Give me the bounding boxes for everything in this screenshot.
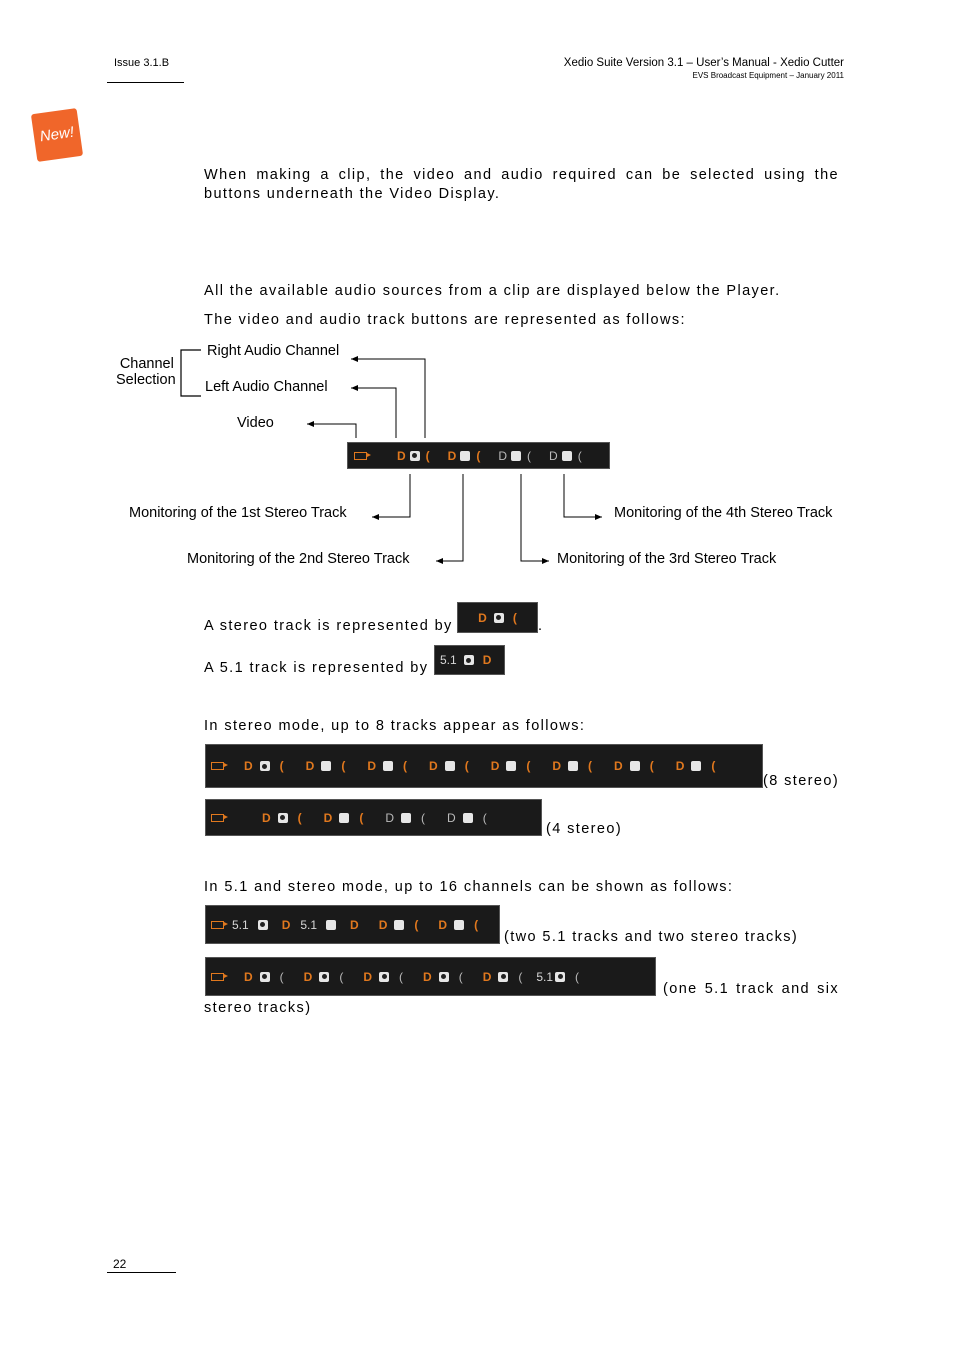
left-audio-arrow (351, 388, 396, 438)
issue-label: Issue 3.1.B (114, 57, 170, 69)
monitor-knob-icon[interactable] (321, 761, 331, 771)
audio-sources-text: All the available audio sources from a clip are displayed below the Player. (204, 283, 781, 299)
right-channel-icon[interactable]: D (490, 759, 500, 773)
right-channel-icon[interactable]: D (614, 759, 623, 773)
left-channel-icon[interactable]: ( (476, 448, 481, 463)
video-camera-icon[interactable] (211, 814, 224, 822)
t51-repr-text: A 5.1 track is represented by (204, 660, 429, 676)
monitor-knob-icon[interactable] (326, 920, 336, 930)
right-channel-icon: D (482, 653, 492, 667)
mon2-arrow (436, 474, 463, 561)
t51-track-sample (434, 645, 505, 675)
track-bar-4-stereo (205, 799, 542, 836)
right-channel-icon[interactable]: D (429, 759, 438, 773)
monitor-knob-icon[interactable] (319, 972, 329, 982)
caption-4-stereo: (4 stereo) (546, 821, 623, 837)
track-bar-mixed-1 (205, 905, 500, 944)
right-channel-icon[interactable]: D (350, 917, 359, 932)
right-channel-icon[interactable]: D (244, 759, 253, 773)
left-channel-icon[interactable]: ( (421, 810, 426, 825)
channel-bracket (181, 350, 201, 396)
track-bar-mixed-2 (205, 957, 656, 996)
monitor-knob-icon[interactable] (562, 451, 572, 461)
monitor-knob-icon[interactable] (339, 813, 349, 823)
left-channel-icon[interactable]: ( (341, 759, 346, 773)
left-channel-icon[interactable]: ( (399, 969, 404, 984)
right-channel-icon[interactable]: D (552, 759, 562, 773)
left-channel-icon[interactable]: ( (649, 759, 654, 773)
left-channel-icon[interactable]: ( (339, 969, 344, 984)
video-arrow (307, 424, 356, 438)
new-badge: New! (31, 108, 83, 162)
track-51-label: 5.1 (440, 653, 457, 667)
left-channel-icon[interactable]: ( (527, 448, 532, 463)
stereo-repr-text: A stereo track is represented by (204, 618, 453, 634)
right-channel-icon[interactable]: D (305, 759, 315, 773)
monitor-knob-icon[interactable] (401, 813, 411, 823)
left-channel-icon[interactable]: ( (711, 759, 716, 773)
right-channel-icon[interactable]: D (363, 969, 373, 984)
right-channel-icon[interactable]: D (281, 917, 291, 932)
channel-selection-label (118, 356, 176, 388)
left-channel-icon[interactable]: ( (458, 969, 463, 984)
monitor-knob-icon[interactable] (454, 920, 464, 930)
right-channel-icon[interactable]: D (498, 448, 508, 463)
mon2-label: Monitoring of the 2nd Stereo Track (187, 551, 410, 567)
caption-mixed-2a: (one 5.1 track and six (663, 981, 839, 997)
right-audio-arrow (351, 359, 425, 438)
monitor-knob-icon[interactable] (379, 972, 389, 982)
video-camera-icon[interactable] (211, 762, 224, 770)
stereo-mode-text: In stereo mode, up to 8 tracks appear as follows: (204, 718, 586, 734)
monitor-knob-icon[interactable] (691, 761, 701, 771)
right-channel-icon[interactable]: D (323, 810, 333, 825)
monitor-knob-icon (464, 655, 474, 665)
left-channel-icon[interactable]: ( (588, 759, 593, 773)
mon3-label: Monitoring of the 3rd Stereo Track (557, 551, 777, 567)
right-channel-icon[interactable]: D (385, 810, 395, 825)
left-channel-icon[interactable]: ( (297, 810, 302, 825)
right-channel-icon[interactable]: D (423, 969, 432, 984)
monitor-knob-icon[interactable] (445, 761, 455, 771)
right-channel-icon[interactable]: D (303, 969, 313, 984)
track-buttons-diagram (0, 0, 954, 600)
monitor-knob-icon[interactable] (278, 813, 288, 823)
monitor-knob-icon[interactable] (498, 972, 508, 982)
left-channel-icon[interactable]: ( (279, 969, 284, 984)
mon1-arrow (372, 474, 410, 517)
mon4-label: Monitoring of the 4th Stereo Track (614, 505, 833, 521)
monitor-knob-icon[interactable] (460, 451, 470, 461)
monitor-knob-icon[interactable] (394, 920, 404, 930)
right-channel-icon[interactable]: D (367, 759, 377, 773)
right-channel-icon[interactable]: D (482, 969, 492, 984)
monitor-knob-icon[interactable] (555, 972, 565, 982)
channel-label-line1: Channel (119, 356, 174, 372)
track-51-label: 5.1 (232, 917, 249, 932)
caption-8-stereo: (8 stereo) (763, 773, 840, 789)
video-camera-icon[interactable] (211, 921, 224, 929)
left-channel-icon[interactable]: ( (577, 448, 582, 463)
right-channel-icon[interactable]: D (262, 810, 271, 825)
video-label: Video (237, 415, 274, 431)
right-channel-icon[interactable]: D (438, 917, 448, 932)
monitor-knob-icon[interactable] (506, 761, 516, 771)
monitor-knob-icon[interactable] (383, 761, 393, 771)
mon1-label: Monitoring of the 1st Stereo Track (129, 505, 347, 521)
monitor-knob-icon[interactable] (630, 761, 640, 771)
track-51-label: 5.1 (536, 969, 554, 984)
left-channel-icon[interactable]: ( (518, 969, 523, 984)
right-channel-icon[interactable]: D (549, 448, 558, 463)
diagram-track-bar (347, 442, 610, 469)
left-channel-icon[interactable]: ( (403, 759, 408, 773)
video-camera-icon[interactable] (354, 452, 367, 460)
monitor-knob-icon[interactable] (439, 972, 449, 982)
manual-title: Xedio Suite Version 3.1 – User’s Manual - Xedio Cutter (563, 57, 844, 69)
right-channel-icon[interactable]: D (675, 759, 685, 773)
monitor-knob-icon[interactable] (260, 972, 270, 982)
manual-subtitle: EVS Broadcast Equipment – January 2011 (692, 71, 844, 80)
caption-mixed-1: (two 5.1 tracks and two stereo tracks) (504, 929, 799, 945)
intro-text: When making a clip, the video and audio required can be selected using the buttons underneath the Video Display. (204, 167, 839, 202)
monitor-knob-icon (494, 613, 504, 623)
track-bar-8-stereo (205, 744, 763, 788)
video-camera-icon[interactable] (211, 973, 224, 981)
right-audio-label: Right Audio Channel (207, 343, 340, 359)
mon4-arrow (564, 474, 602, 517)
left-channel-icon[interactable]: ( (279, 759, 284, 773)
right-channel-icon[interactable]: D (447, 810, 456, 825)
left-channel-icon[interactable]: ( (464, 759, 469, 773)
monitor-knob-icon[interactable] (568, 761, 578, 771)
left-channel-icon[interactable]: ( (575, 969, 580, 984)
right-channel-icon[interactable]: D (447, 448, 457, 463)
monitor-knob-icon[interactable] (511, 451, 521, 461)
left-channel-icon[interactable]: ( (414, 917, 419, 932)
right-channel-icon[interactable]: D (378, 917, 388, 932)
right-channel-icon[interactable]: D (244, 969, 253, 984)
caption-mixed-2b: stereo tracks) (204, 1000, 312, 1016)
left-channel-icon[interactable]: ( (482, 810, 487, 825)
left-channel-icon[interactable]: ( (359, 810, 364, 825)
buttons-repr-text: The video and audio track buttons are represented as follows: (204, 312, 686, 328)
right-channel-icon: D (478, 610, 487, 625)
left-channel-icon[interactable]: ( (425, 448, 430, 463)
mixed-mode-text: In 5.1 and stereo mode, up to 16 channels can be shown as follows: (204, 879, 734, 895)
channel-label-line2: Selection (116, 372, 176, 388)
monitor-knob-icon[interactable] (258, 920, 268, 930)
left-channel-icon[interactable]: ( (526, 759, 531, 773)
left-audio-label: Left Audio Channel (205, 379, 328, 395)
footer-rule (107, 1272, 176, 1273)
stereo-repr-period: . (538, 618, 544, 634)
right-channel-icon[interactable]: D (397, 448, 406, 463)
page-number: 22 (113, 1257, 127, 1271)
left-channel-icon: ( (512, 610, 517, 625)
track-51-label: 5.1 (300, 917, 318, 932)
stereo-track-sample (457, 602, 538, 633)
monitor-knob-icon[interactable] (260, 761, 270, 771)
monitor-knob-icon[interactable] (463, 813, 473, 823)
left-channel-icon[interactable]: ( (474, 917, 479, 932)
monitor-knob-icon[interactable] (410, 451, 420, 461)
mon3-arrow (521, 474, 549, 561)
